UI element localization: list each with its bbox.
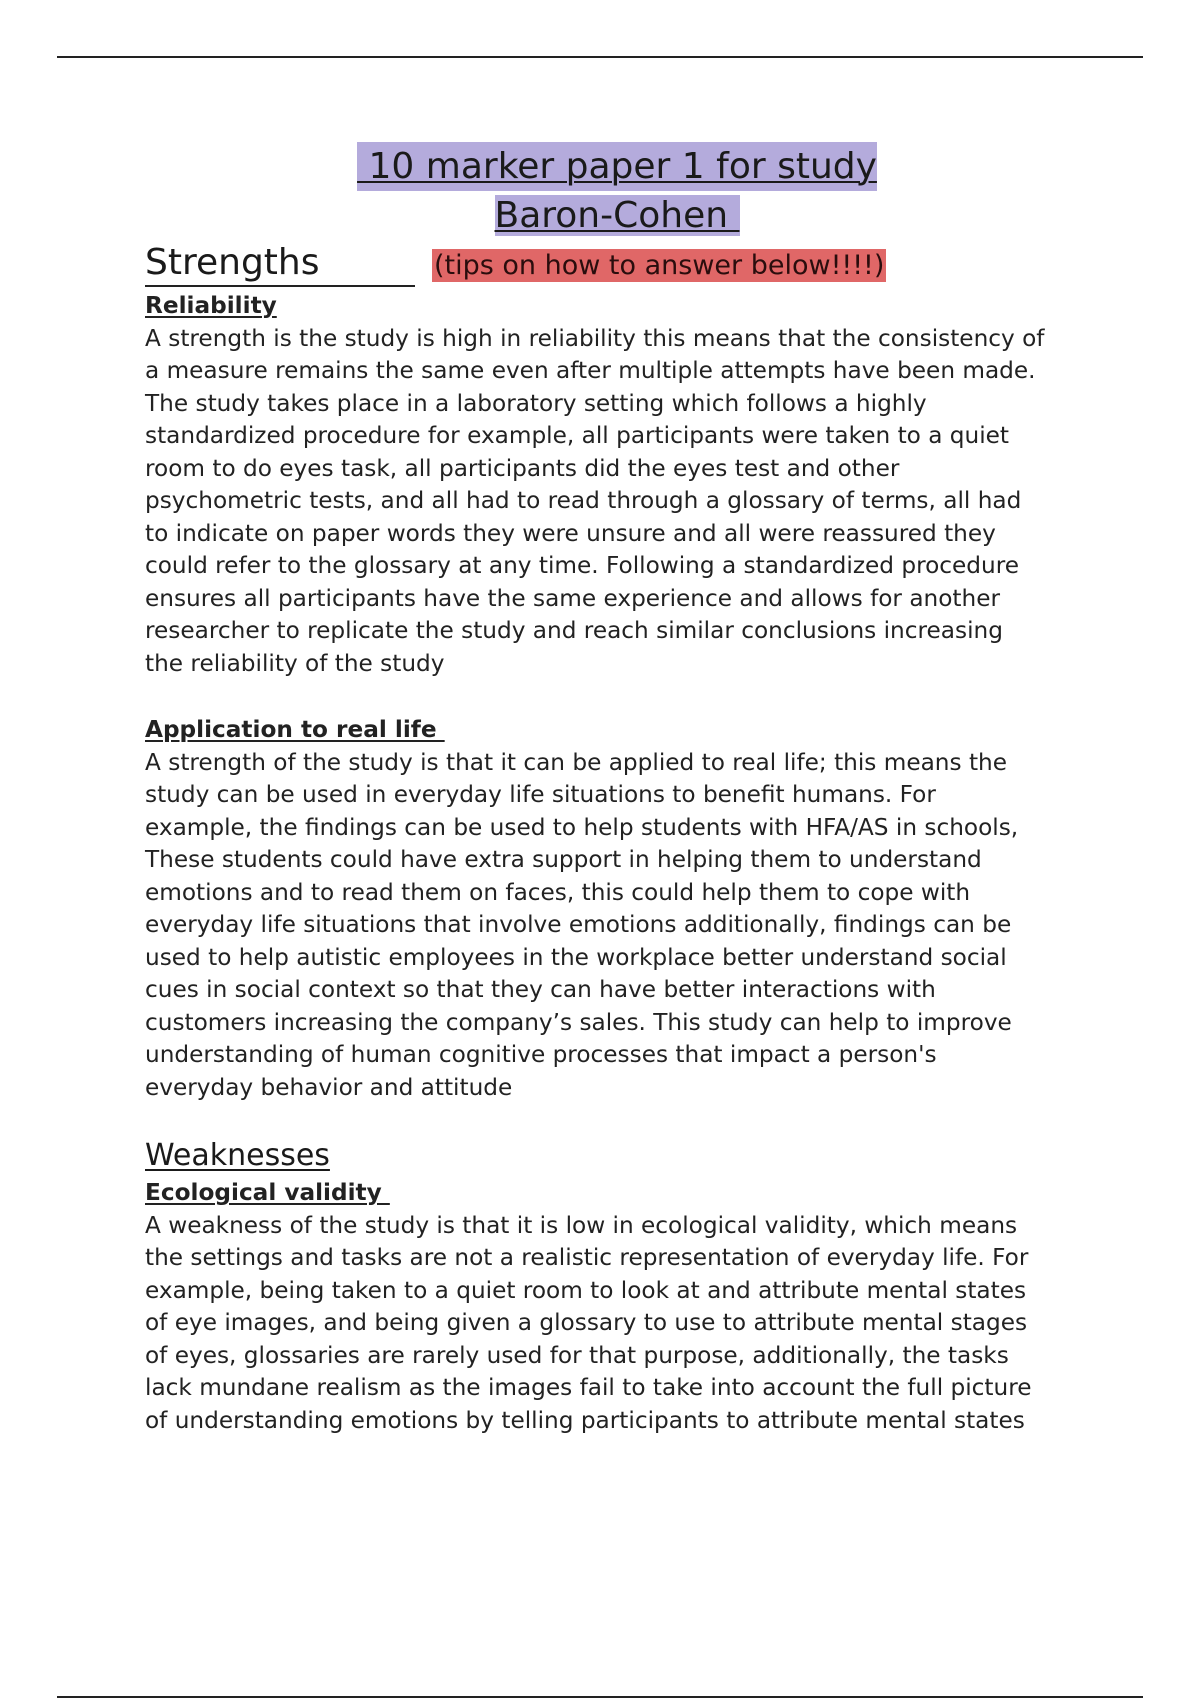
paragraph-line: the reliability of the study [145, 649, 445, 677]
paragraph-line: of eye images, and being given a glossary to use to attribute mental stages [145, 1309, 1028, 1336]
paragraph-line: psychometric tests, and all had to read through a glossary of terms, all had [145, 487, 1022, 514]
title-line-1: 10 marker paper 1 for study [357, 142, 877, 191]
paragraph-line: example, the findings can be used to help students with HFA/AS in schools, [145, 813, 1019, 841]
paragraph-line: standardized procedure for example, all participants were taken to a quiet [145, 422, 1010, 449]
ecological-section [145, 1177, 1090, 1437]
application-heading: Application to real life [145, 716, 445, 743]
reliability-section [145, 290, 1090, 680]
paragraph-line: A weakness of the study is that it is low in ecological validity, which means [145, 1211, 1018, 1239]
paragraph-line: the settings and tasks are not a realistic representation of everyday life. For [145, 1244, 1029, 1271]
application-section [145, 714, 1090, 1104]
paragraph-line: lack mundane realism as the images fail to take into account the full picture [145, 1374, 1032, 1401]
paragraph-line: understanding of human cognitive processes that impact a person's [145, 1041, 937, 1068]
tips-note: (tips on how to answer below!!!!) [434, 250, 885, 281]
paragraph-line: used to help autistic employees in the workplace better understand social [145, 943, 1007, 971]
paragraph-line: everyday life situations that involve emotions additionally, findings can be [145, 911, 1012, 938]
paragraph-line: room to do eyes task, all participants did the eyes test and other [145, 454, 900, 482]
application-paragraph [145, 747, 1090, 1105]
paragraph-line: emotions and to read them on faces, this could help them to cope with [145, 878, 971, 906]
paragraph-line: ensures all participants have the same experience and allows for another [145, 584, 1001, 612]
bottom-rule [57, 1696, 1143, 1698]
paragraph-line: researcher to replicate the study and reach similar conclusions increasing [145, 617, 1003, 644]
paragraph-line: A strength of the study is that it can be applied to real life; this means the [145, 748, 1008, 776]
ecological-heading: Ecological validity [145, 1179, 390, 1206]
paragraph-line: of eyes, glossaries are rarely used for that purpose, additionally, the tasks [145, 1341, 1009, 1369]
top-rule [57, 56, 1143, 58]
reliability-heading: Reliability [145, 292, 277, 319]
paragraph-line: everyday behavior and attitude [145, 1073, 513, 1101]
document-title [0, 142, 1200, 240]
paragraph-line: could refer to the glossary at any time. Following a standardized procedure [145, 552, 1020, 579]
paragraph-line: example, being taken to a quiet room to look at and attribute mental states [145, 1276, 1027, 1304]
paragraph-line: These students could have extra support in helping them to understand [145, 846, 982, 873]
strengths-heading: Strengths [145, 241, 415, 287]
title-line-2-highlight: Baron-Cohen [494, 195, 740, 236]
reliability-paragraph [145, 323, 1090, 681]
paragraph-line: of understanding emotions by telling participants to attribute mental states [145, 1406, 1025, 1434]
paragraph-line: a measure remains the same even after multiple attempts have been made. [145, 357, 1036, 384]
paragraph-line: A strength is the study is high in reliability this means that the consistency of [145, 324, 1045, 352]
paragraph-line: The study takes place in a laboratory setting which follows a highly [145, 389, 927, 417]
paragraph-line: study can be used in everyday life situations to benefit humans. For [145, 781, 936, 808]
paragraph-line: to indicate on paper words they were unsure and all were reassured they [145, 519, 996, 547]
weaknesses-heading: Weaknesses [145, 1138, 330, 1173]
paragraph-line: cues in social context so that they can have better interactions with [145, 976, 936, 1003]
title-line-2 [495, 191, 740, 240]
ecological-paragraph [145, 1210, 1090, 1438]
paragraph-line: customers increasing the company’s sales. This study can help to improve [145, 1008, 1012, 1036]
